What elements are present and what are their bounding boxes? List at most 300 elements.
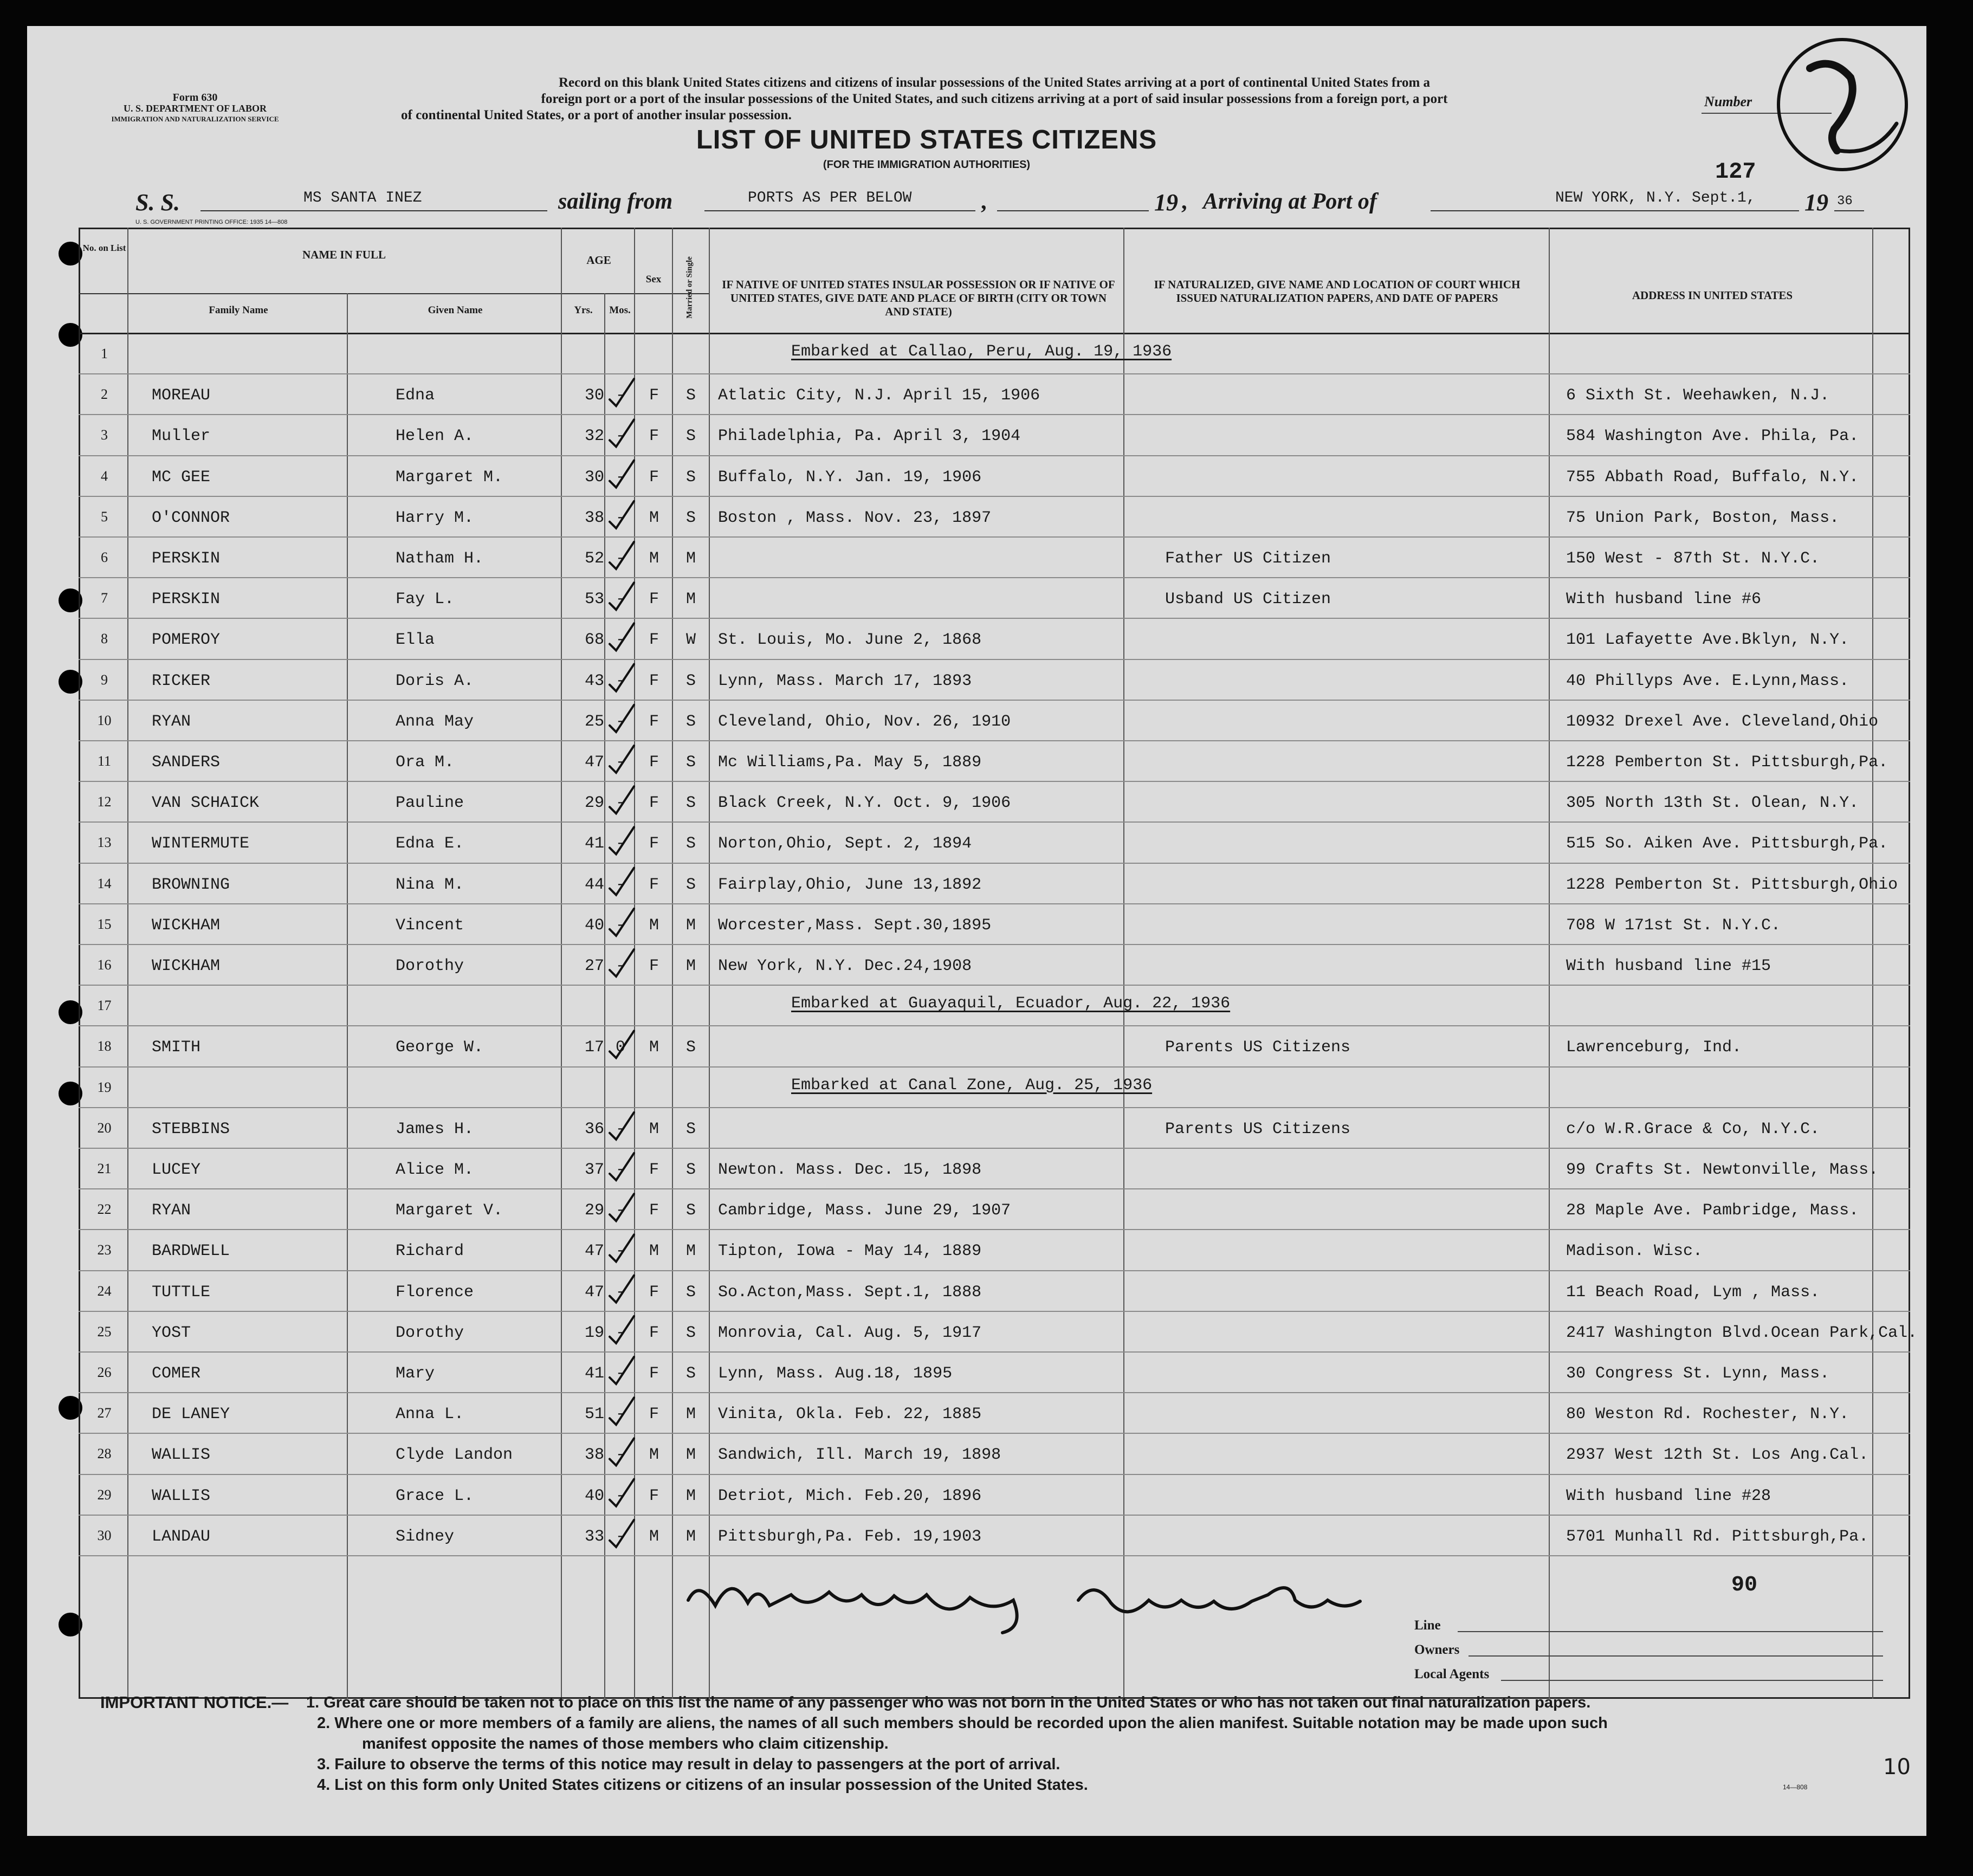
cell-ms: M [685,957,696,975]
cell-no: 15 [97,916,112,932]
cell-no: 11 [97,753,112,769]
tick-mark [610,1153,634,1180]
cell-addr: 1228 Pemberton St. Pittsburgh,Ohio [1566,875,1898,894]
cell-birth: Lynn, Mass. March 17, 1893 [718,671,972,690]
cell-birth: So.Acton,Mass. Sept.1, 1888 [718,1283,982,1302]
cell-mos: - [615,712,625,731]
cell-no: 10 [97,712,112,728]
cell-addr: With husband line #15 [1566,957,1771,975]
cell-birth: Cambridge, Mass. June 29, 1907 [718,1201,1011,1220]
cell-mos: - [615,427,625,446]
col-header-no: No. on List [82,243,126,253]
cell-family: PERSKIN [152,590,221,609]
cell-ms: S [685,835,696,853]
cell-family: PERSKIN [152,549,221,568]
cell-yrs: 51 [584,1405,604,1424]
cell-yrs: 17 [584,1038,604,1057]
cell-ms: S [685,875,696,894]
cell-yrs: 29 [584,1201,604,1220]
cell-ms: S [685,794,696,813]
owners-underline [1469,1655,1883,1657]
cell-yrs: 37 [584,1161,604,1179]
tick-mark [610,746,634,773]
instructions-line: foreign port or a port of the insular possessions of the United States, and such citizens arriving at a port of said insular possessions from a foreign port, a port [541,92,1448,106]
number-label: Number [1704,94,1752,109]
owners-label: Owners [1414,1642,1460,1657]
tick-mark [610,1398,634,1425]
cell-sex: F [649,835,659,853]
arriving-label: Arriving at Port of [1203,189,1377,214]
cell-mos: - [615,916,625,935]
cell-mos: - [615,508,625,527]
cell-sex: M [649,508,659,527]
cell-family: Muller [152,427,211,446]
tick-mark [610,1276,634,1303]
cell-sex: M [649,1446,659,1465]
cell-yrs: 38 [584,508,604,527]
cell-birth: Newton. Mass. Dec. 15, 1898 [718,1161,982,1179]
col-header-given: Given Name [428,305,483,316]
cell-addr: 2937 West 12th St. Los Ang.Cal. [1566,1446,1869,1465]
cell-family: RICKER [152,671,211,690]
cell-addr: 11 Beach Road, Lym , Mass. [1566,1283,1820,1302]
cell-given: Grace L. [396,1486,474,1505]
cell-given: James H. [396,1120,474,1138]
cell-addr: 755 Abbath Road, Buffalo, N.Y. [1566,468,1859,487]
cell-given: Natham H. [396,549,484,568]
cell-no: 5 [101,508,108,525]
cell-addr: 10932 Drexel Ave. Cleveland,Ohio [1566,712,1879,731]
cell-addr: 30 Congress St. Lynn, Mass. [1566,1364,1830,1383]
cell-addr: c/o W.R.Grace & Co, N.Y.C. [1566,1120,1820,1138]
cell-mos: - [615,671,625,690]
cell-given: Edna [396,386,435,405]
cell-addr: 80 Weston Rd. Rochester, N.Y. [1566,1405,1849,1424]
cell-addr: 150 West - 87th St. N.Y.C. [1566,549,1820,568]
cell-yrs: 27 [584,957,604,975]
cell-ms: S [685,1364,696,1383]
tick-mark [610,461,634,488]
cell-no: 25 [97,1323,112,1340]
cell-no: 18 [97,1038,112,1055]
cell-family: LANDAU [152,1527,211,1546]
cell-given: Dorothy [396,957,464,975]
line-underline [1458,1631,1883,1632]
cell-ms: M [685,590,696,609]
col-header-naturalized: IF NATURALIZED, GIVE NAME AND LOCATION OF COURT WHICH ISSUED NATURALIZATION PAPERS, AND DATE OF PAPERS [1154,278,1521,305]
cell-ms: S [685,508,696,527]
col-header-age: AGE [586,254,611,267]
tick-mark [610,909,634,936]
col-header-yrs: Yrs. [574,305,593,316]
cell-sex: M [649,1120,659,1138]
cell-family: MC GEE [152,468,211,487]
cell-ms: W [685,631,696,650]
cell-sex: F [649,1283,659,1302]
cell-no: 4 [101,468,108,484]
cell-no: 20 [97,1120,112,1136]
cell-yrs: 32 [584,427,604,446]
cell-sex: M [649,1242,659,1261]
cell-family: BARDWELL [152,1242,230,1261]
cell-given: Anna May [396,712,474,731]
cell-ms: S [685,468,696,487]
tick-mark [610,1438,634,1465]
cell-no: 2 [101,386,108,403]
cell-sex: F [649,631,659,650]
cell-family: O'CONNOR [152,508,230,527]
cell-nat: Usband US Citizen [1165,590,1331,609]
cell-no: 27 [97,1405,112,1421]
page-title: LIST OF UNITED STATES CITIZENS [696,125,1157,154]
cell-ms: S [685,386,696,405]
tick-mark [610,501,634,528]
tick-mark [610,542,634,569]
cell-mos: - [615,468,625,487]
cell-mos: - [615,631,625,650]
notice-item: 4. List on this form only United States citizens or citizens of an insular possession of the United States. [317,1776,1088,1794]
cell-family: POMEROY [152,631,221,650]
cell-family: LUCEY [152,1161,201,1179]
col-header-mos: Mos. [609,305,631,316]
tick-mark [610,1112,634,1140]
cell-addr: 40 Phillyps Ave. E.Lynn,Mass. [1566,671,1849,690]
form-number: Form 630 [172,92,218,103]
cell-mos: - [615,1364,625,1383]
ship-name: MS SANTA INEZ [303,190,422,206]
agents-label: Local Agents [1414,1667,1490,1681]
notice-item: 2. Where one or more members of a family are aliens, the names of all such members should be recorded upon the alien manifest. Suitable notation may be made upon such [317,1715,1608,1732]
cell-mos: - [615,1120,625,1138]
cell-addr: 305 North 13th St. Olean, N.Y. [1566,794,1859,813]
cell-sex: F [649,875,659,894]
cell-given: Anna L. [396,1405,464,1424]
cell-family: WALLIS [152,1486,211,1505]
cell-sex: F [649,1201,659,1220]
cell-no: 8 [101,631,108,647]
cell-no: 21 [97,1161,112,1176]
cell-nat: Parents US Citizens [1165,1038,1351,1057]
comma-1: , [981,189,987,214]
cell-no: 3 [101,427,108,443]
cell-yrs: 53 [584,590,604,609]
cell-family: SANDERS [152,753,221,772]
cell-addr: 5701 Munhall Rd. Pittsburgh,Pa. [1566,1527,1869,1546]
cell-given: Dorothy [396,1323,464,1342]
service: IMMIGRATION AND NATURALIZATION SERVICE [111,115,279,123]
cell-no: 14 [97,875,112,891]
cell-sex: F [649,427,659,446]
arrival-year: 36 [1837,194,1853,209]
cell-mos: - [615,549,625,568]
cell-given: Doris A. [396,671,474,690]
cell-mos: - [615,1527,625,1546]
cell-sex: M [649,916,659,935]
cell-sex: F [649,1161,659,1179]
tick-mark [610,664,634,691]
col-header-sex: Sex [645,274,662,285]
tick-mark [610,1520,634,1547]
cell-yrs: 33 [584,1527,604,1546]
sailing-from-label: sailing from [558,189,673,214]
cell-no: 12 [97,794,112,810]
tick-mark [610,379,634,406]
cell-no: 19 [97,1079,112,1095]
cell-no: 26 [97,1364,112,1380]
cell-family: BROWNING [152,875,230,894]
cell-birth: Buffalo, N.Y. Jan. 19, 1906 [718,468,982,487]
cell-given: Fay L. [396,590,455,609]
cell-no: 28 [97,1446,112,1462]
cell-family: VAN SCHAICK [152,794,260,813]
cell-birth: Mc Williams,Pa. May 5, 1889 [718,753,982,772]
cell-nat: Parents US Citizens [1165,1120,1351,1138]
cell-sex: F [649,1364,659,1383]
cell-family: DE LANEY [152,1405,230,1424]
cell-family: WICKHAM [152,957,221,975]
inspector-signature [667,1562,1452,1638]
ss-label: S. S. [135,189,180,216]
cell-mos: - [615,957,625,975]
cell-birth: St. Louis, Mo. June 2, 1868 [718,631,982,650]
cell-addr: 708 W 171st St. N.Y.C. [1566,916,1781,935]
year-prefix-1: 19 [1154,189,1178,216]
form-code: 14—808 [1783,1783,1808,1791]
cell-given: Margaret M. [396,468,503,487]
cell-mos: - [615,1405,625,1424]
cell-ms: M [685,1446,696,1465]
col-header-address: ADDRESS IN UNITED STATES [1632,289,1793,302]
cell-no: 6 [101,549,108,565]
tick-mark [610,419,634,447]
cell-yrs: 40 [584,916,604,935]
page-subtitle: (FOR THE IMMIGRATION AUTHORITIES) [823,159,1031,171]
cell-mos: - [615,1283,625,1302]
cell-mos: - [615,753,625,772]
document-sheet [27,26,1926,1836]
cell-yrs: 19 [584,1323,604,1342]
printing-note: U. S. GOVERNMENT PRINTING OFFICE: 1935 14—808 [135,219,288,225]
cell-addr: 2417 Washington Blvd.Ocean Park,Cal. [1566,1323,1918,1342]
notice-item: manifest opposite the names of those members who claim citizenship. [362,1735,889,1752]
cell-ms: S [685,753,696,772]
cell-family: WICKHAM [152,916,221,935]
cell-yrs: 40 [584,1486,604,1505]
cell-addr: 75 Union Park, Boston, Mass. [1566,508,1840,527]
cell-given: Ella [396,631,435,650]
cell-birth: Worcester,Mass. Sept.30,1895 [718,916,992,935]
cell-no: 23 [97,1242,112,1258]
cell-sex: F [649,1486,659,1505]
cell-birth: Atlatic City, N.J. April 15, 1906 [718,386,1040,405]
cell-family: RYAN [152,712,191,731]
cell-no: 1 [101,346,108,361]
cell-yrs: 47 [584,1242,604,1261]
tick-mark [610,949,634,976]
cell-sex: M [649,549,659,568]
cell-yrs: 47 [584,1283,604,1302]
cell-sex: F [649,468,659,487]
cell-ms: M [685,1405,696,1424]
cell-ms: S [685,671,696,690]
cell-ms: M [685,916,696,935]
arrival-port: NEW YORK, N.Y. Sept.1, [1555,190,1756,206]
tick-mark [610,583,634,610]
tick-mark [610,1479,634,1506]
notice-item: 3. Failure to observe the terms of this notice may result in delay to passengers at the port of arrival. [317,1756,1060,1773]
cell-addr: 28 Maple Ave. Pambridge, Mass. [1566,1201,1859,1220]
cell-mos: 0 [615,1038,625,1057]
cell-family: YOST [152,1323,191,1342]
col-header-name: NAME IN FULL [302,248,386,261]
cell-yrs: 30 [584,386,604,405]
cell-sex: F [649,671,659,690]
cell-given: Vincent [396,916,464,935]
cell-ms: M [685,1486,696,1505]
cell-addr: Lawrenceburg, Ind. [1566,1038,1742,1057]
cell-ms: M [685,549,696,568]
cell-nat: Father US Citizen [1165,549,1331,568]
cell-no: 7 [101,590,108,606]
cell-family: STEBBINS [152,1120,230,1138]
cell-yrs: 43 [584,671,604,690]
cell-sex: F [649,753,659,772]
cell-sex: M [649,1038,659,1057]
cell-addr: With husband line #6 [1566,590,1762,609]
cell-given: Margaret V. [396,1201,503,1220]
cell-family: RYAN [152,1201,191,1220]
tick-mark [610,705,634,732]
cell-mos: - [615,1242,625,1261]
cell-mos: - [615,835,625,853]
cell-given: Pauline [396,794,464,813]
cell-birth: Pittsburgh,Pa. Feb. 19,1903 [718,1527,982,1546]
cell-yrs: 29 [584,794,604,813]
cell-family: WINTERMUTE [152,835,250,853]
cell-birth: Sandwich, Ill. March 19, 1898 [718,1446,1001,1465]
cell-birth: Detriot, Mich. Feb.20, 1896 [718,1486,982,1505]
cell-addr: 6 Sixth St. Weehawken, N.J. [1566,386,1830,405]
cell-birth: Tipton, Iowa - May 14, 1889 [718,1242,982,1261]
cell-addr: Madison. Wisc. [1566,1242,1703,1261]
cell-ms: S [685,1201,696,1220]
cell-yrs: 41 [584,835,604,853]
cell-birth: Norton,Ohio, Sept. 2, 1894 [718,835,972,853]
col-header-birth: IF NATIVE OF UNITED STATES INSULAR POSSESSION OR IF NATIVE OF UNITED STATES, GIVE DATE AND PLACE OF BIRTH (CITY OR TOWN AND STATE) [722,278,1115,318]
cell-no: 9 [101,671,108,688]
cell-sex: F [649,712,659,731]
margin-note: 10 [1883,1755,1911,1780]
cell-yrs: 30 [584,468,604,487]
cell-birth: Vinita, Okla. Feb. 22, 1885 [718,1405,982,1424]
cell-given: Clyde Landon [396,1446,513,1465]
year-prefix-2: 19 [1804,189,1828,216]
cell-sex: F [649,590,659,609]
cell-addr: 99 Crafts St. Newtonville, Mass. [1566,1161,1879,1179]
cell-ms: S [685,1161,696,1179]
tick-mark [610,1357,634,1384]
cell-mos: - [615,1323,625,1342]
cell-birth: Boston , Mass. Nov. 23, 1897 [718,508,992,527]
tick-mark [610,623,634,650]
cell-family: WALLIS [152,1446,211,1465]
cell-given: Richard [396,1242,464,1261]
cell-no: 22 [97,1201,112,1218]
instructions-line: Record on this blank United States citizens and citizens of insular possessions of the United States arriving at a port of continental United States from a [558,75,1431,90]
cell-ms: M [685,1527,696,1546]
cell-ms: S [685,1323,696,1342]
cell-mos: - [615,1161,625,1179]
cell-ms: S [685,427,696,446]
cell-mos: - [615,590,625,609]
cell-given: Nina M. [396,875,464,894]
cell-addr: With husband line #28 [1566,1486,1771,1505]
tick-mark [610,827,634,854]
cell-given: Florence [396,1283,474,1302]
tick-mark [610,1316,634,1343]
embarkation-banner: Embarked at Callao, Peru, Aug. 19, 1936 [791,342,1172,361]
cell-no: 24 [97,1283,112,1299]
cell-mos: - [615,1486,625,1505]
cell-ms: M [685,1242,696,1261]
cell-yrs: 68 [584,631,604,650]
tick-mark [610,1194,634,1221]
cell-no: 29 [97,1486,112,1503]
cell-yrs: 47 [584,753,604,772]
cell-mos: - [615,386,625,405]
tick-mark [610,868,634,895]
cell-addr: 584 Washington Ave. Phila, Pa. [1566,427,1859,446]
cell-addr: 101 Lafayette Ave.Bklyn, N.Y. [1566,631,1849,650]
cell-mos: - [615,1201,625,1220]
cell-ms: S [685,1283,696,1302]
cell-no: 16 [97,957,112,973]
cell-mos: - [615,875,625,894]
cell-given: Ora M. [396,753,455,772]
cell-birth: Black Creek, N.Y. Oct. 9, 1906 [718,794,1011,813]
cell-family: SMITH [152,1038,201,1057]
instructions-line: of continental United States, or a port of another insular possession. [401,108,792,122]
cell-sex: F [649,1405,659,1424]
cell-birth: Monrovia, Cal. Aug. 5, 1917 [718,1323,982,1342]
col-header-family: Family Name [209,305,268,316]
cell-given: Helen A. [396,427,474,446]
cell-birth: New York, N.Y. Dec.24,1908 [718,957,972,975]
cell-yrs: 44 [584,875,604,894]
cell-birth: Lynn, Mass. Aug.18, 1895 [718,1364,953,1383]
cell-yrs: 25 [584,712,604,731]
cell-sex: F [649,957,659,975]
cell-sex: F [649,794,659,813]
embarkation-banner: Embarked at Guayaquil, Ecuador, Aug. 22, 1936 [791,994,1231,1013]
cell-birth: Philadelphia, Pa. April 3, 1904 [718,427,1021,446]
cell-yrs: 36 [584,1120,604,1138]
cell-no: 13 [97,835,112,851]
cell-sex: F [649,386,659,405]
cell-given: Mary [396,1364,435,1383]
department: U. S. DEPARTMENT OF LABOR [123,103,267,114]
notice-heading: IMPORTANT NOTICE.— [100,1693,289,1712]
cell-sex: F [649,1323,659,1342]
cell-yrs: 52 [584,549,604,568]
cell-given: Harry M. [396,508,474,527]
cell-given: Alice M. [396,1161,474,1179]
cell-ms: S [685,712,696,731]
embarkation-banner: Embarked at Canal Zone, Aug. 25, 1936 [791,1076,1153,1095]
notice-item: 1. Great care should be taken not to place on this list the name of any passenger who was not born in the United States or who has not taken out final naturalization papers. [306,1694,1591,1711]
tick-mark [610,1234,634,1262]
cell-birth: Fairplay,Ohio, June 13,1892 [718,875,982,894]
